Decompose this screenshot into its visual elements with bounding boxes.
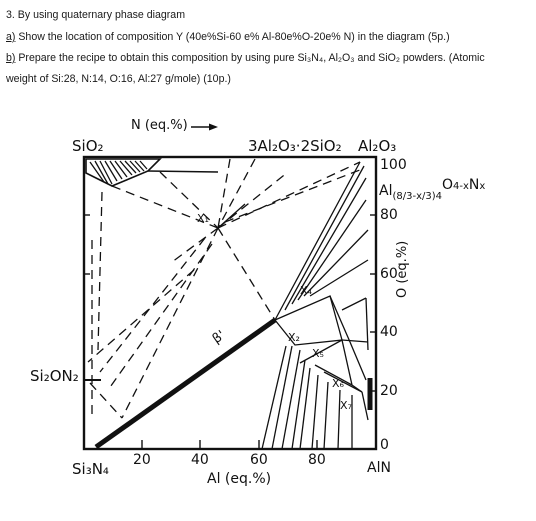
corner-al2o3: Al₂O₃ bbox=[358, 137, 397, 155]
y-tick-80: 80 bbox=[380, 207, 398, 223]
spinel-al: Al bbox=[379, 183, 393, 199]
x-tick-20: 20 bbox=[133, 452, 151, 468]
beta-prime-label: β' bbox=[209, 327, 229, 348]
question-title: 3. By using quaternary phase diagram bbox=[6, 9, 186, 21]
corner-aln: AlN bbox=[367, 460, 391, 476]
x-tick-40: 40 bbox=[191, 452, 209, 468]
corner-sio2: SiO₂ bbox=[72, 137, 104, 155]
y-tick-0: 0 bbox=[380, 437, 389, 453]
corner-si2on2: Si₂ON₂ bbox=[30, 367, 79, 385]
phase-x1: X₁ bbox=[197, 212, 209, 225]
part-b-letter: b) bbox=[6, 52, 16, 64]
phase-x2: X₂ bbox=[288, 331, 300, 344]
y-tick-100: 100 bbox=[380, 157, 407, 173]
phase-x7: X₇ bbox=[340, 399, 352, 412]
y-tick-20: 20 bbox=[380, 383, 398, 399]
x-axis-label: Al (eq.%) bbox=[207, 471, 272, 487]
y-axis-label: O (eq.%) bbox=[395, 240, 410, 298]
x-tick-80: 80 bbox=[308, 452, 326, 468]
part-a-letter: a) bbox=[6, 31, 16, 43]
spinel-al-sub: (8/3-x/3) bbox=[392, 190, 436, 202]
spinel-n: N bbox=[468, 177, 480, 193]
x-tick-60: 60 bbox=[250, 452, 268, 468]
corner-mullite: 3Al₂O₃·2SiO₂ bbox=[248, 137, 342, 155]
corner-si3n4: Si₃N₄ bbox=[72, 460, 109, 478]
y-tick-40: 40 bbox=[380, 324, 398, 340]
beta-prime-band bbox=[96, 320, 370, 447]
dashed-tie-lines bbox=[88, 159, 365, 420]
spinel-n-sub: x bbox=[479, 181, 486, 192]
spinel-o-sub: 4-x bbox=[453, 181, 469, 192]
top-axis-label: N (eq.%) bbox=[131, 118, 188, 133]
question-part-b-continued: weight of Si:28, N:14, O:16, Al:27 g/mole) (10p.) bbox=[6, 73, 231, 85]
part-b-text: Prepare the recipe to obtain this composition by using pure Si₃N₄, Al₂O₃ and SiO₂ powders. (Atomic bbox=[15, 52, 485, 64]
spinel-phase-label bbox=[379, 177, 486, 202]
phase-x4: X₄ bbox=[300, 284, 312, 297]
phase-x6: X₆ bbox=[332, 377, 344, 390]
part-a-text: Show the location of composition Y (40e%Si-60 e% Al-80e%O-20e% N) in the diagram (5p.) bbox=[15, 31, 450, 43]
spinel-o: O bbox=[442, 177, 454, 193]
top-axis-arrow bbox=[191, 124, 218, 131]
spinel-sub-4: 4 bbox=[435, 190, 442, 202]
y-tick-60: 60 bbox=[380, 266, 398, 282]
sio2-liquid-region bbox=[86, 159, 218, 186]
phase-x5: X₅ bbox=[312, 347, 324, 360]
